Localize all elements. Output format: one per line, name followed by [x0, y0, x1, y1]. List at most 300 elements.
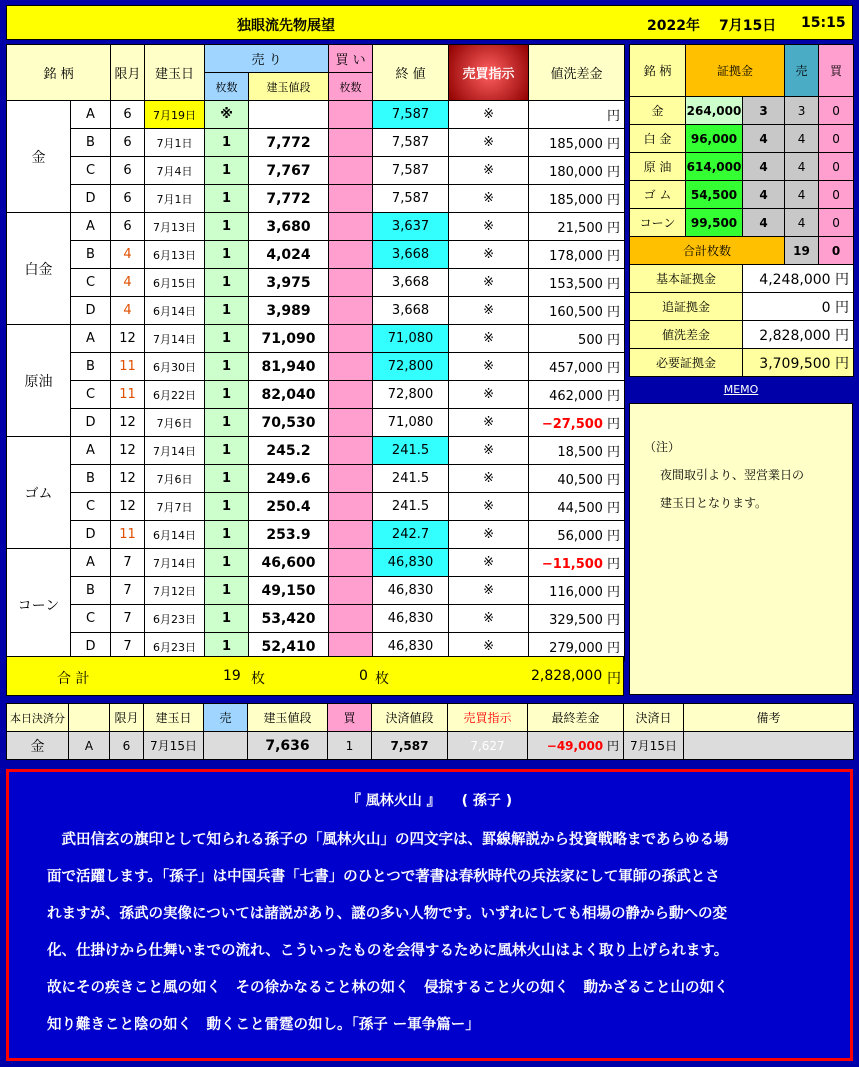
row-open-price: 7,772 [249, 129, 329, 157]
row-month: 12 [111, 409, 145, 437]
settle-header-label: 本日決済分 [7, 704, 69, 732]
row-sub: D [71, 297, 111, 325]
margin-summary-value-cell [743, 349, 854, 377]
row-buy-count [329, 129, 373, 157]
quote-box [6, 769, 853, 1061]
header-buy: 買 い [329, 45, 373, 73]
row-diff-cell [529, 269, 625, 297]
row-buy-count [329, 409, 373, 437]
row-diff-cell [529, 325, 625, 353]
margin-unit: 4 [743, 181, 785, 209]
row-diff: 21,500 [557, 221, 603, 236]
margin-summary-yen: 円 [835, 299, 850, 316]
row-yen: 円 [607, 445, 621, 460]
position-row [7, 157, 625, 185]
row-sell-count: 1 [205, 213, 249, 241]
settle-header-open-date: 建玉日 [144, 704, 204, 732]
row-open-price: 7,772 [249, 185, 329, 213]
position-row [7, 381, 625, 409]
margin-unit: 4 [743, 209, 785, 237]
row-close: 242.7 [373, 521, 449, 549]
settle-brand: 金 [7, 732, 69, 760]
settle-settle-date: 7月15日 [624, 732, 684, 760]
row-open-date: 6月23日 [145, 633, 205, 661]
row-diff: 44,500 [557, 501, 603, 516]
row-sub: A [71, 437, 111, 465]
row-diff: 279,000 [549, 641, 603, 656]
margin-summary-label: 追証拠金 [630, 293, 743, 321]
row-open-date: 7月6日 [145, 409, 205, 437]
row-sub: C [71, 493, 111, 521]
row-diff: 457,000 [549, 361, 603, 376]
margin-header-sell: 売 [785, 45, 819, 97]
row-diff-cell [529, 521, 625, 549]
row-signal: ※ [449, 633, 529, 661]
row-buy-count [329, 213, 373, 241]
margin-table [629, 44, 854, 377]
row-open-price: 53,420 [249, 605, 329, 633]
settle-header-settle-price: 決済値段 [372, 704, 448, 732]
row-sub: B [71, 353, 111, 381]
header-sell: 売 り [205, 45, 329, 73]
margin-summary-label: 必要証拠金 [630, 349, 743, 377]
row-signal: ※ [449, 605, 529, 633]
row-close: 3,668 [373, 269, 449, 297]
header-close: 終 値 [373, 45, 449, 101]
row-buy-count [329, 577, 373, 605]
settle-header-open-price: 建玉値段 [248, 704, 328, 732]
row-yen: 円 [607, 305, 621, 320]
margin-buy: 0 [819, 181, 854, 209]
row-sell-count: 1 [205, 633, 249, 661]
margin-summary-value: 4,248,000 [759, 271, 831, 288]
row-sub: B [71, 465, 111, 493]
row-buy-count [329, 381, 373, 409]
row-diff: −11,500 [541, 557, 603, 572]
margin-sell: 4 [785, 181, 819, 209]
row-open-price: 70,530 [249, 409, 329, 437]
position-row [7, 353, 625, 381]
header-sell-count: 枚数 [205, 73, 249, 101]
row-signal: ※ [449, 381, 529, 409]
memo-panel [629, 403, 853, 695]
row-close: 46,830 [373, 605, 449, 633]
quote-body [47, 822, 817, 1044]
margin-summary-row [630, 349, 854, 377]
margin-summary-value: 0 [821, 299, 831, 316]
position-row [7, 269, 625, 297]
row-close: 7,587 [373, 157, 449, 185]
position-row [7, 409, 625, 437]
row-sub: D [71, 185, 111, 213]
row-close: 241.5 [373, 465, 449, 493]
row-close: 7,587 [373, 129, 449, 157]
row-close: 71,080 [373, 409, 449, 437]
brand-name: 金 [7, 101, 71, 213]
quote-line: 武田信玄の旗印として知られる孫子の「風林火山」の四文字は、罫線解説から投資戦略まであらゆる場 [47, 832, 729, 848]
row-yen: 円 [607, 417, 621, 432]
position-row [7, 101, 625, 129]
margin-header-buy: 買 [819, 45, 854, 97]
margin-unit: 3 [743, 97, 785, 125]
total-buy-count: 0 [359, 668, 368, 684]
position-row [7, 577, 625, 605]
margin-header-deposit: 証拠金 [686, 45, 785, 97]
row-diff: 40,500 [557, 473, 603, 488]
quote-line: 知り難きこと陰の如く 動くこと雷霆の如し。「孫子 ー軍争篇ー」 [47, 1017, 480, 1033]
memo-line-1: 夜間取引より、翌営業日の [660, 468, 805, 482]
row-diff-cell [529, 185, 625, 213]
row-diff-cell [529, 409, 625, 437]
row-open-date: 7月14日 [145, 325, 205, 353]
row-sell-count: 1 [205, 577, 249, 605]
margin-sell: 4 [785, 153, 819, 181]
row-diff: −27,500 [541, 417, 603, 432]
total-row [6, 656, 624, 696]
margin-summary-label: 値洗差金 [630, 321, 743, 349]
row-open-price: 253.9 [249, 521, 329, 549]
settlement-row [7, 732, 854, 760]
total-label: 合 計 [57, 671, 90, 687]
margin-brand: 白 金 [630, 125, 686, 153]
row-yen: 円 [607, 641, 621, 656]
row-month: 4 [111, 269, 145, 297]
memo-note-title: （注） [644, 440, 681, 454]
position-row [7, 493, 625, 521]
total-yen: 円 [607, 671, 621, 687]
quote-line: 化、仕掛けから仕舞いまでの流れ、こういったものを会得するために風林火山はよく取り上げられます。 [47, 943, 729, 959]
margin-brand: ゴ ム [630, 181, 686, 209]
row-sub: D [71, 409, 111, 437]
row-sub: A [71, 101, 111, 129]
row-sub: A [71, 549, 111, 577]
quote-line: 面で活躍します。「孫子」は中国兵書「七書」のひとつで著書は春秋時代の兵法家にして軍師の孫武とさ [47, 869, 720, 885]
settle-remarks [684, 732, 854, 760]
row-diff-cell [529, 129, 625, 157]
row-month: 6 [111, 157, 145, 185]
row-sub: B [71, 577, 111, 605]
settle-header-signal: 売買指示 [448, 704, 528, 732]
row-open-price: 49,150 [249, 577, 329, 605]
row-sell-count: 1 [205, 465, 249, 493]
row-buy-count [329, 185, 373, 213]
row-signal: ※ [449, 409, 529, 437]
row-diff-cell [529, 157, 625, 185]
settle-header-sell: 売 [204, 704, 248, 732]
row-sell-count: 1 [205, 493, 249, 521]
row-open-date: 7月1日 [145, 129, 205, 157]
row-diff-cell [529, 381, 625, 409]
position-row [7, 521, 625, 549]
settle-price: 7,636 [248, 732, 328, 760]
position-row [7, 185, 625, 213]
row-sell-count: 1 [205, 129, 249, 157]
row-month: 7 [111, 549, 145, 577]
row-close: 7,587 [373, 101, 449, 129]
row-yen: 円 [607, 193, 621, 208]
row-signal: ※ [449, 101, 529, 129]
row-open-price: 71,090 [249, 325, 329, 353]
margin-summary-row [630, 265, 854, 293]
settlement-table [6, 703, 854, 760]
row-month: 4 [111, 297, 145, 325]
row-open-date: 6月30日 [145, 353, 205, 381]
margin-total-buy: 0 [819, 237, 854, 265]
margin-deposit: 614,000 [686, 153, 743, 181]
row-diff: 160,500 [549, 305, 603, 320]
row-yen: 円 [607, 613, 621, 628]
position-row [7, 465, 625, 493]
row-buy-count [329, 101, 373, 129]
total-sell-unit: 枚 [251, 671, 265, 687]
row-buy-count [329, 157, 373, 185]
row-close: 72,800 [373, 381, 449, 409]
margin-row [630, 97, 854, 125]
quote-title: 『 風林火山 』 ( 孫子 ) [346, 793, 513, 809]
row-open-price: 3,989 [249, 297, 329, 325]
row-sub: B [71, 241, 111, 269]
margin-summary-value-cell [743, 293, 854, 321]
brand-name: ゴム [7, 437, 71, 549]
margin-sell: 4 [785, 125, 819, 153]
row-diff: 185,000 [549, 137, 603, 152]
row-open-price: 4,024 [249, 241, 329, 269]
settle-buy: 1 [328, 732, 372, 760]
position-row [7, 605, 625, 633]
row-close: 46,830 [373, 577, 449, 605]
row-diff: 153,500 [549, 277, 603, 292]
row-signal: ※ [449, 437, 529, 465]
margin-summary-value: 2,828,000 [759, 327, 831, 344]
row-yen: 円 [607, 501, 621, 516]
memo-link[interactable]: MEMO [629, 380, 853, 400]
row-buy-count [329, 493, 373, 521]
row-close: 46,830 [373, 633, 449, 661]
row-diff-cell [529, 297, 625, 325]
margin-unit: 4 [743, 125, 785, 153]
row-diff: 500 [578, 333, 603, 348]
positions-table [6, 44, 625, 661]
row-signal: ※ [449, 129, 529, 157]
margin-row [630, 125, 854, 153]
row-yen: 円 [607, 585, 621, 600]
brand-name: 原油 [7, 325, 71, 437]
row-month: 6 [111, 129, 145, 157]
margin-summary-value: 3,709,500 [759, 355, 831, 372]
row-yen: 円 [607, 165, 621, 180]
row-diff: 178,000 [549, 249, 603, 264]
row-diff-cell [529, 213, 625, 241]
row-diff-cell [529, 437, 625, 465]
row-open-price: 249.6 [249, 465, 329, 493]
header-diff: 値洗差金 [529, 45, 625, 101]
brand-name: 白金 [7, 213, 71, 325]
row-yen: 円 [607, 473, 621, 488]
margin-summary-value-cell [743, 265, 854, 293]
row-month: 7 [111, 577, 145, 605]
row-sell-count: 1 [205, 605, 249, 633]
row-sell-count: 1 [205, 297, 249, 325]
margin-buy: 0 [819, 209, 854, 237]
margin-unit: 4 [743, 153, 785, 181]
margin-brand: コーン [630, 209, 686, 237]
row-month: 7 [111, 633, 145, 661]
position-row [7, 549, 625, 577]
row-diff-cell [529, 493, 625, 521]
row-diff: 116,000 [549, 585, 603, 600]
margin-brand: 金 [630, 97, 686, 125]
position-row [7, 213, 625, 241]
margin-brand: 原 油 [630, 153, 686, 181]
row-open-price: 82,040 [249, 381, 329, 409]
row-signal: ※ [449, 269, 529, 297]
row-open-date: 6月13日 [145, 241, 205, 269]
row-open-date: 7月12日 [145, 577, 205, 605]
position-row [7, 437, 625, 465]
total-buy-unit: 枚 [375, 671, 389, 687]
margin-deposit: 54,500 [686, 181, 743, 209]
margin-summary-yen: 円 [835, 355, 850, 372]
row-signal: ※ [449, 241, 529, 269]
row-diff-cell [529, 465, 625, 493]
margin-sell: 4 [785, 209, 819, 237]
header-limit: 限月 [111, 45, 145, 101]
row-sell-count: 1 [205, 521, 249, 549]
row-month: 12 [111, 493, 145, 521]
settle-month: 6 [110, 732, 144, 760]
margin-buy: 0 [819, 125, 854, 153]
row-diff: 462,000 [549, 389, 603, 404]
row-sub: C [71, 269, 111, 297]
row-open-date: 6月14日 [145, 521, 205, 549]
margin-row [630, 209, 854, 237]
row-close: 3,668 [373, 297, 449, 325]
row-signal: ※ [449, 157, 529, 185]
row-sell-count: 1 [205, 381, 249, 409]
row-close: 72,800 [373, 353, 449, 381]
row-diff-cell [529, 353, 625, 381]
margin-summary-yen: 円 [835, 327, 850, 344]
row-month: 11 [111, 353, 145, 381]
row-buy-count [329, 437, 373, 465]
margin-header-brand: 銘 柄 [630, 45, 686, 97]
row-buy-count [329, 325, 373, 353]
margin-summary-row [630, 321, 854, 349]
row-signal: ※ [449, 493, 529, 521]
row-yen: 円 [607, 277, 621, 292]
margin-summary-row [630, 293, 854, 321]
settle-header-limit: 限月 [110, 704, 144, 732]
row-open-date: 7月7日 [145, 493, 205, 521]
row-sell-count: 1 [205, 157, 249, 185]
row-month: 11 [111, 521, 145, 549]
margin-row [630, 153, 854, 181]
margin-summary-value-cell [743, 321, 854, 349]
row-diff-cell [529, 605, 625, 633]
header-year: 2022年 [647, 18, 700, 34]
row-open-date: 6月15日 [145, 269, 205, 297]
row-month: 6 [111, 101, 145, 129]
settle-sub: A [69, 732, 110, 760]
row-diff-cell [529, 241, 625, 269]
header-date: 7月15日 [719, 18, 777, 34]
header-buy-count: 枚数 [329, 73, 373, 101]
row-diff-cell [529, 101, 625, 129]
row-yen: 円 [607, 249, 621, 264]
row-close: 3,668 [373, 241, 449, 269]
row-signal: ※ [449, 213, 529, 241]
row-close: 3,637 [373, 213, 449, 241]
row-signal: ※ [449, 465, 529, 493]
row-buy-count [329, 353, 373, 381]
row-open-price: 52,410 [249, 633, 329, 661]
row-month: 6 [111, 185, 145, 213]
row-diff: 18,500 [557, 445, 603, 460]
margin-deposit: 264,000 [686, 97, 743, 125]
row-yen: 円 [607, 221, 621, 236]
row-sell-count: 1 [205, 241, 249, 269]
margin-buy: 0 [819, 97, 854, 125]
row-diff: 180,000 [549, 165, 603, 180]
row-buy-count [329, 269, 373, 297]
row-open-date: 6月23日 [145, 605, 205, 633]
row-open-date: 7月19日 [145, 101, 205, 129]
row-open-price: 250.4 [249, 493, 329, 521]
row-open-date: 7月1日 [145, 185, 205, 213]
margin-total-label: 合計枚数 [630, 237, 785, 265]
row-open-price: 245.2 [249, 437, 329, 465]
row-sell-count: 1 [205, 437, 249, 465]
row-sub: C [71, 605, 111, 633]
row-diff-cell [529, 577, 625, 605]
margin-deposit: 99,500 [686, 209, 743, 237]
row-open-price: 3,680 [249, 213, 329, 241]
margin-buy: 0 [819, 153, 854, 181]
row-open-date: 7月14日 [145, 549, 205, 577]
row-diff-cell [529, 549, 625, 577]
settle-header-buy: 買 [328, 704, 372, 732]
row-diff: 329,500 [549, 613, 603, 628]
row-sell-count: 1 [205, 549, 249, 577]
quote-line: れますが、孫武の実像については諸説があり、謎の多い人物です。いずれにしても相場の静から動への変 [47, 906, 728, 922]
title-bar [6, 5, 853, 40]
row-close: 241.5 [373, 493, 449, 521]
row-sell-count: ※ [205, 101, 249, 129]
row-sub: D [71, 633, 111, 661]
settle-header-final-diff: 最終差金 [528, 704, 624, 732]
margin-row [630, 181, 854, 209]
row-open-price [249, 101, 329, 129]
settle-yen: 円 [606, 739, 619, 753]
header-brand: 銘 柄 [7, 45, 111, 101]
row-open-date: 7月13日 [145, 213, 205, 241]
margin-deposit: 96,000 [686, 125, 743, 153]
position-row [7, 241, 625, 269]
header-open-price: 建玉値段 [249, 73, 329, 101]
row-open-price: 7,767 [249, 157, 329, 185]
settle-settle-price: 7,587 [372, 732, 448, 760]
row-yen: 円 [607, 557, 621, 572]
row-close: 7,587 [373, 185, 449, 213]
row-buy-count [329, 241, 373, 269]
row-open-date: 7月4日 [145, 157, 205, 185]
row-yen: 円 [607, 137, 621, 152]
row-sub: A [71, 213, 111, 241]
header-open-date: 建玉日 [145, 45, 205, 101]
settle-final-diff: −49,000 [546, 739, 604, 753]
row-month: 4 [111, 241, 145, 269]
row-close: 46,830 [373, 549, 449, 577]
